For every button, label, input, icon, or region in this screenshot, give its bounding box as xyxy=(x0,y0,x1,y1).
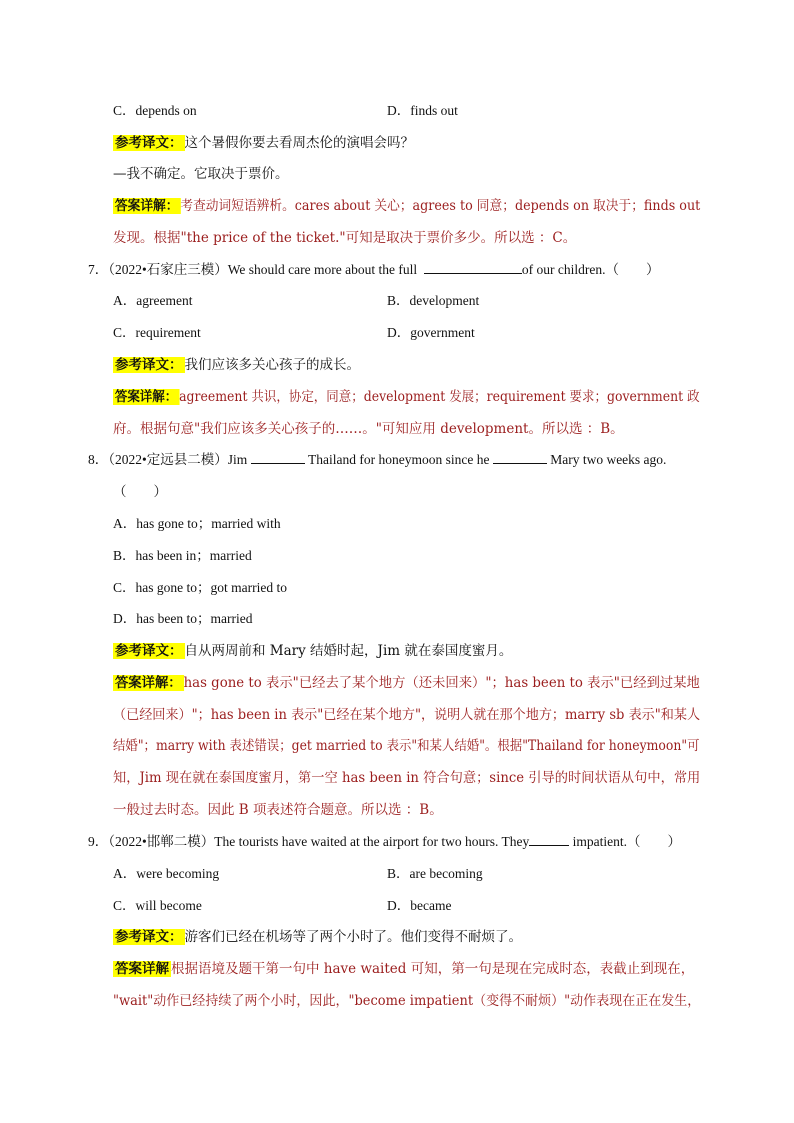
q6-answer-explanation xyxy=(113,196,700,216)
q9-answer-explanation xyxy=(113,959,694,979)
q6-answer-line2: 发现。根据"the price of the ticket."可知是取决于票价多少。所以选 ：C。 xyxy=(113,230,577,246)
q8-answer-line5: 一般过去时态。因此 B 项表述符合题意。所以选 ：B。 xyxy=(113,802,443,818)
q6-option-c: C．depends on xyxy=(113,103,197,118)
question-source: （2022•石家庄三模） xyxy=(108,262,228,277)
q7-reference-translation xyxy=(113,355,360,375)
q9-option-d: D．became xyxy=(387,898,452,913)
question-text-end: of our children.（ ） xyxy=(521,262,660,277)
reference-text: 游客们已经在机场等了两个小时了。他们变得不耐烦了。 xyxy=(184,929,522,945)
question-number: 8． xyxy=(88,452,109,467)
answer-blank-1 xyxy=(251,451,305,464)
reference-label: 参考译文： xyxy=(115,135,183,151)
question-text-middle: Thailand for honeymoon since he xyxy=(308,452,490,467)
q8-answer-paren: （ ） xyxy=(113,484,167,500)
q8-reference-translation xyxy=(113,641,512,661)
q9-option-a: A．were becoming xyxy=(113,866,220,881)
question-source: （2022•邯郸二模） xyxy=(108,834,215,849)
q9-reference-translation xyxy=(113,927,522,947)
q9-stem xyxy=(88,832,681,852)
answer-blank-2 xyxy=(493,451,547,464)
q8-stem xyxy=(88,450,666,470)
q6-reference-translation xyxy=(113,133,414,153)
q9-answer-line2: "wait"动作已经持续了两个小时，因此，"become impatient（变得不耐烦）"动作表现在正在发生， xyxy=(113,993,701,1009)
reference-text: 这个暑假你要去看周杰伦的演唱会吗？ xyxy=(184,135,414,151)
reference-text: 自从两周前和 Mary 结婚时起，Jim 就在泰国度蜜月。 xyxy=(184,643,513,659)
answer-text: 考查动词短语辨析。cares about 关心；agrees to 同意；depends on 取决于；finds out xyxy=(180,198,701,214)
q6-option-d: D．finds out xyxy=(387,103,458,118)
question-text-end: impatient.（ ） xyxy=(572,834,682,849)
question-text-end: Mary two weeks ago. xyxy=(550,452,667,467)
answer-text: has gone to 表示"已经去了某个地方（还未回来）"；has been to 表示"已经到过某地 xyxy=(183,675,700,691)
question-text: Jim xyxy=(227,452,248,467)
q7-answer-explanation xyxy=(113,387,700,407)
answer-label: 答案详解： xyxy=(114,389,178,405)
reference-text: 我们应该多关心孩子的成长。 xyxy=(184,357,360,373)
q8-answer-line3: 结婚"；marry with 表述错误；get married to 表示"和某人结婚"。根据"Thailand for honeymoon"可 xyxy=(113,738,700,754)
answer-label: 答案详解 xyxy=(115,961,169,977)
q8-option-a: A．has gone to；married with xyxy=(113,516,281,531)
q8-option-b: B．has been in；married xyxy=(113,548,252,563)
reference-label: 参考译文： xyxy=(115,357,183,373)
q7-answer-line2: 府。根据句意"我们应该多关心孩子的……。"可知应用 development。所以选 ：B。 xyxy=(113,421,624,437)
question-number: 7． xyxy=(88,262,109,277)
q9-option-c: C．will become xyxy=(113,898,202,913)
q7-stem xyxy=(88,260,659,280)
q7-option-a: A．agreement xyxy=(113,293,193,308)
answer-label: 答案详解： xyxy=(114,198,179,214)
question-source: （2022•定远县二模） xyxy=(108,452,228,467)
q7-option-b: B．development xyxy=(387,293,480,308)
question-text: We should care more about the full xyxy=(227,262,418,277)
answer-label: 答案详解： xyxy=(114,675,182,691)
reference-label: 参考译文： xyxy=(115,929,183,945)
reference-label: 参考译文： xyxy=(115,643,183,659)
question-text: The tourists have waited at the airport for two hours. They xyxy=(214,834,530,849)
q8-answer-explanation xyxy=(113,673,700,693)
q7-option-c: C．requirement xyxy=(113,325,201,340)
answer-text: 根据语境及题干第一句中 have waited 可知，第一句是现在完成时态，表截止到现在， xyxy=(171,961,695,977)
q8-option-d: D．has been to；married xyxy=(113,611,253,626)
q8-answer-line2: （已经回来）"；has been in 表示"已经在某个地方"，说明人就在那个地方；marry sb 表示"和某人 xyxy=(113,707,701,723)
q6-reference-line2: —我不确定。它取决于票价。 xyxy=(113,166,289,182)
answer-blank xyxy=(529,833,569,846)
q8-answer-line4: 知，Jim 现在就在泰国度蜜月，第一空 has been in 符合句意；since 引导的时间状语从句中，常用 xyxy=(113,770,701,786)
q7-option-d: D．government xyxy=(387,325,475,340)
q9-option-b: B．are becoming xyxy=(387,866,483,881)
question-number: 9． xyxy=(88,834,109,849)
answer-text: agreement 共识，协定，同意；development 发展；requirement 要求；government 政 xyxy=(179,389,700,405)
q8-option-c: C．has gone to；got married to xyxy=(113,580,287,595)
answer-blank xyxy=(424,261,522,274)
